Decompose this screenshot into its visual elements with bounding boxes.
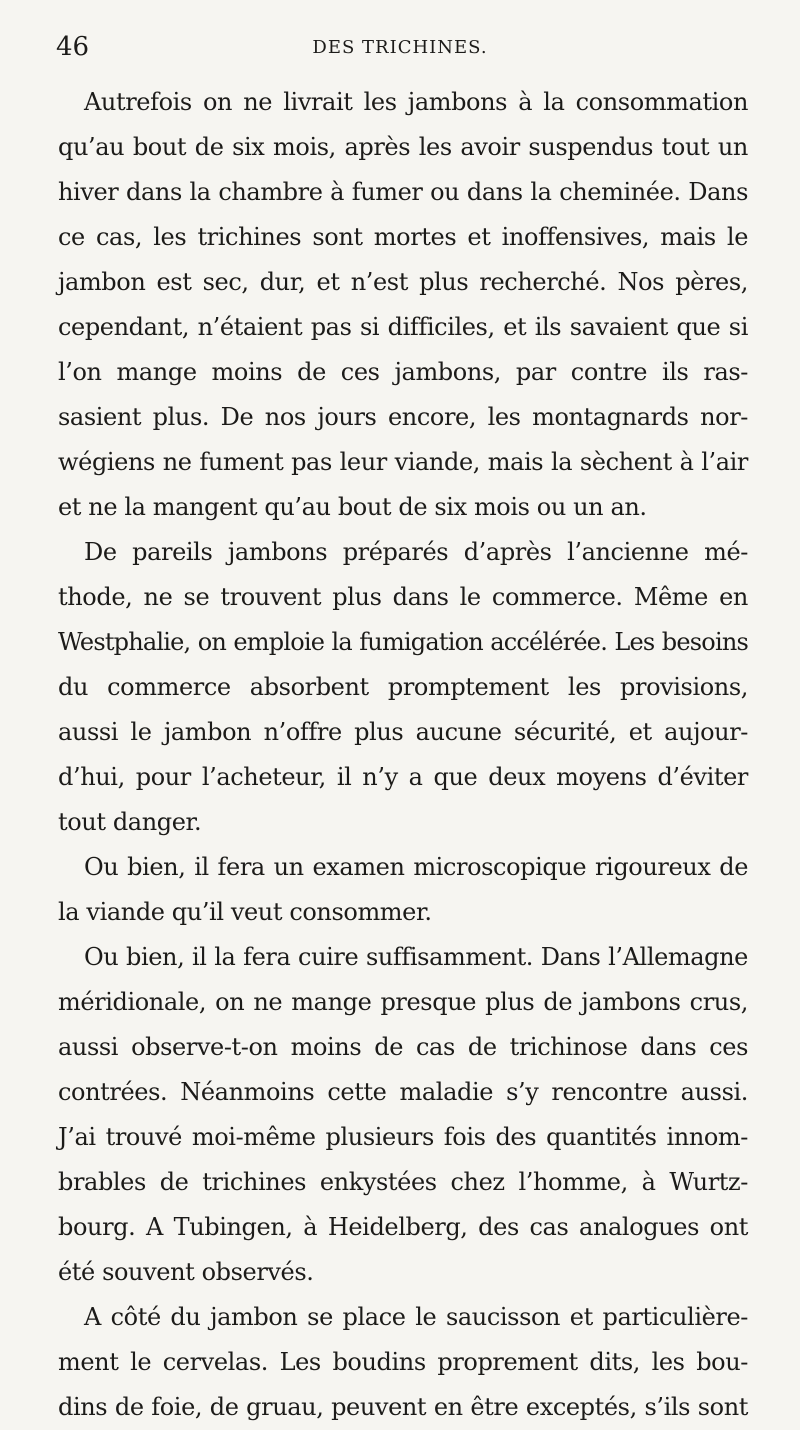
text-line: Ou bien, il fera un examen microscopique rigoureux de [84, 853, 748, 881]
text-line: Autrefois on ne livrait les jambons à la consommation [84, 88, 748, 116]
text-line: et ne la mangent qu’au bout de six mois ou un an. [58, 493, 647, 521]
text-line: cependant, n’étaient pas si difficiles, et ils savaient que si [58, 313, 748, 341]
text-line: wégiens ne fument pas leur viande, mais la sèchent à l’air [58, 448, 748, 476]
text-line: aussi observe-t-on moins de cas de trichinose dans ces [58, 1033, 748, 1061]
text-line: sasient plus. De nos jours encore, les montagnards nor- [58, 403, 748, 431]
text-line: thode, ne se trouvent plus dans le commerce. Même en [58, 583, 748, 611]
text-line: J’ai trouvé moi-même plusieurs fois des quantités innom- [58, 1123, 748, 1151]
body-text [58, 80, 748, 1430]
text-line: l’on mange moins de ces jambons, par contre ils ras- [58, 358, 748, 386]
text-line: qu’au bout de six mois, après les avoir suspendus tout un [58, 133, 748, 161]
text-line: A côté du jambon se place le saucisson et particulière- [84, 1303, 748, 1331]
text-line: hiver dans la chambre à fumer ou dans la cheminée. Dans [58, 178, 748, 206]
text-line: aussi le jambon n’offre plus aucune sécurité, et aujour- [58, 718, 748, 746]
page-number: 46 [56, 32, 90, 62]
page-header [56, 30, 744, 70]
text-line: tout danger. [58, 808, 202, 836]
text-line: dins de foie, de gruau, peuvent en être exceptés, s’ils sont [58, 1393, 748, 1421]
text-line: Westphalie, on emploie la fumigation accélérée. Les besoins [58, 628, 748, 656]
text-line: De pareils jambons préparés d’après l’ancienne mé- [84, 538, 748, 566]
running-title: DES TRICHINES. [312, 37, 488, 58]
text-line: du commerce absorbent promptement les provisions, [58, 673, 748, 701]
text-line: jambon est sec, dur, et n’est plus recherché. Nos pères, [58, 268, 748, 296]
text-line: la viande qu’il veut consommer. [58, 898, 432, 926]
text-line: été souvent observés. [58, 1258, 314, 1286]
text-line: Ou bien, il la fera cuire suffisamment. Dans l’Allemagne [84, 943, 748, 971]
text-line: ce cas, les trichines sont mortes et inoffensives, mais le [58, 223, 748, 251]
text-line: bourg. A Tubingen, à Heidelberg, des cas analogues ont [58, 1213, 748, 1241]
text-line: d’hui, pour l’acheteur, il n’y a que deux moyens d’éviter [58, 763, 748, 791]
text-line: méridionale, on ne mange presque plus de jambons crus, [58, 988, 748, 1016]
text-line: contrées. Néanmoins cette maladie s’y rencontre aussi. [58, 1078, 748, 1106]
text-line: brables de trichines enkystées chez l’homme, à Wurtz- [58, 1168, 748, 1196]
text-line: ment le cervelas. Les boudins proprement dits, les bou- [58, 1348, 748, 1376]
